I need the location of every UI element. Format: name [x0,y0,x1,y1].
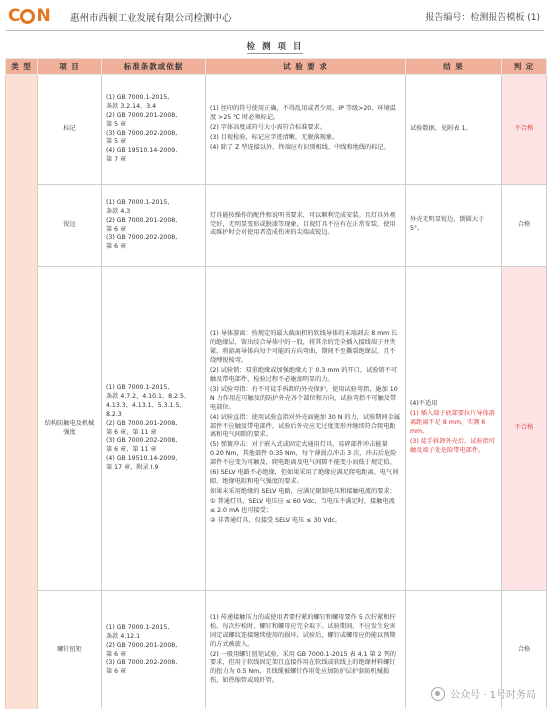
test-requirement-line: (3) 目视检验，标记应字迹清晰，无脱落现象。 [210,133,339,141]
standard-clause-line: 条款 4.3 [106,207,131,215]
test-result-line: 试验数据，见附表 1。 [410,124,472,132]
test-result [406,75,502,185]
test-requirement-line: (3) 试验弯指：有不可徒手拆卸的外壳保护，使用试验弯指，施加 10 N 力作用在可触及的防护外壳各个部位和方向，试验弯指不可触及带电部位。 [210,385,398,411]
item-name: 螺钉扭矩 [38,591,102,709]
test-requirement-line: (5) 弹簧冲击：对于嵌入式或固定式通用灯具，易碎部件冲击能量 0.20 Nm，其他部件 0.35 Nm，每个薄弱点冲击 3 次，冲击后危险部件不应变为可触及，爬电距离及电气间隙不能变小而低于规定值。 [210,441,397,467]
standard-clause-line: 第 6 章 [106,225,127,233]
test-result-line: 外壳无明显锐边，倒圆大于5°。 [410,216,485,232]
test-result-line: (1) 插入端子底部要拉片导体游离距离不足 8 mm，实测 6 mm。 [410,410,495,435]
test-requirement [206,591,406,709]
test-requirement-line: (1) 丝印的符号使用正确，不得乱用或者少用，IP 等级>20，环境温度 >25 ℃ 时必须标记。 [210,105,396,122]
item-name: 锐边 [38,185,102,267]
test-result [406,267,502,591]
verdict-badge: 不合格 [502,267,547,591]
logo-letter-n: N [36,6,50,26]
table-row [6,267,547,591]
col-header-result: 结 果 [406,59,502,75]
standard-clause-line: (3) GB 7000.202-2008, [106,437,178,445]
standard-clause-line: (3) GB 7000.202-2008, [106,659,178,667]
test-requirement-line: (6) SELV 电路不必绝缘，但如果采用了绝缘应满足爬电距离、电气间隙、绝缘电阻和电气强度的要求。 [210,469,399,486]
test-items-table [5,58,547,709]
test-requirement-line: (2) 一般用螺钉扭矩试验，采用 GB 7000.1-2015 表 4.1 第 2 列的要求，但用于软线固定架且直接作用在软线或软线上的绝缘材料螺钉的扭力为 0.5 Nm，且线缆被螺钉作用处应加防护层护套防机械损伤，如热缩管或玻纤管。 [210,650,396,685]
test-requirement-line: ① 普通灯具，SELV 电压应 ≤ 60 Vdc，当电压不满足时，接触电流 ≤ 2.0 mA 也可接受； [210,498,395,515]
watermark [431,686,536,701]
logo-letter-c: C [8,6,20,26]
wechat-icon [431,687,445,701]
col-header-requirement: 试 验 要 求 [206,59,406,75]
test-requirement-line: 灯具能按操作的配件和说明书要求，可以顺利完成安装。且灯具外观完好，无明显变形或脱漆等现象。目视灯具不应有在正常安装、使用或维护时会对使用者造成伤害的尖端或锐边。 [210,211,396,237]
logo-ring [20,9,35,24]
test-result [406,185,502,267]
standard-clause-line: 第 6 章 [106,243,127,251]
col-header-verdict: 判 定 [502,59,547,75]
standard-clause-line: 第 17 章，附录 I.9 [106,464,159,472]
verdict-badge: 不合格 [502,75,547,185]
standard-clause-line: (1) GB 7000.1-2015, [106,383,170,391]
standard-clause-line: 条款 3.2.14，3.4 [106,102,157,110]
type-cell [6,75,38,709]
test-requirement-line: (2) 字体高度或符号大小需符合标准要求。 [210,124,326,131]
standard-clause-line: (1) GB 7000.1-2015, [106,623,170,631]
standard-clause [102,267,206,591]
test-requirement-line: (1) 传递接触压力的或使用者要拧紧的螺钉和螺母要作 5 次拧紧和拧松。每次拧松时，螺钉和螺母应完全取下。试验期间，不应发生危害固定或螺纹连接继续使用的损坏，试验后，螺钉或螺母应仍能以预期的方式被旋入。 [210,613,396,648]
test-requirement-line: ② 非普通灯具，仅接受 SELV 电压 ≤ 30 Vdc。 [210,517,342,525]
test-requirement [206,267,406,591]
test-requirement-line: (4) 除了 Z 型连接以外，终端应有识别相线、中线和地线的标记。 [210,143,390,151]
standard-clause-line: (4) GB 19510.14-2009, [106,455,178,463]
standard-clause-line: (2) GB 7000.201-2008, [106,641,178,649]
col-header-standard: 标准条款或依据 [102,59,206,75]
test-requirement [206,185,406,267]
item-name: 结构防触电及机械强度 [38,267,102,591]
standard-clause-line: (4) GB 19510.14-2009, [106,147,178,155]
company-logo [8,7,62,25]
standard-clause-line: 条款 4.12.1 [106,632,141,640]
standard-clause-line: 第 6 章 [106,650,127,658]
test-requirement-line: (1) 导体游离：按规定的最大截面积的软线导体的未端剥去 8 mm 长的绝缘层，留出绞合导体中的一股，将其余的完全插入接线端子并夹紧，将游离导体向每个可能的方向弯曲，期间不至撕裂绝缘层，且不绕缚锐棱弯。 [210,329,398,364]
standard-clause-line: 第 7 章 [106,156,127,164]
test-requirement [206,75,406,185]
standard-clause-line: (1) GB 7000.1-2015, [106,198,170,206]
verdict-badge: 合格 [502,185,547,267]
standard-clause [102,591,206,709]
standard-clause-line: (2) GB 7000.201-2008, [106,111,178,119]
standard-clause-line: 第 5 章 [106,120,127,128]
standard-clause-line: (2) GB 7000.201-2008, [106,216,178,224]
standard-clause-line: (3) GB 7000.202-2008, [106,234,178,242]
test-requirement-line: (4) 试验直指：使用试验直指对外壳面施加 30 N 的力，试验期间金属部件不应触及带电部件，试验后外壳应无过度变形并继续符合爬电距离和电气间隙的要求。 [210,413,401,439]
item-name: 标记 [38,75,102,185]
company-name: 惠州市西顿工业发展有限公司检测中心 [70,13,232,24]
standard-clause [102,185,206,267]
header-divider [6,30,544,31]
table-row [6,185,547,267]
table-row [6,75,547,185]
test-result-line: (4)不适用 [410,400,438,408]
report-number: 报告编号：检测报告模板 (1) [425,13,540,23]
report-header [0,0,550,30]
standard-clause-line: 第 6 章，第 11 章 [106,428,157,436]
col-header-type: 类 型 [6,59,38,75]
standard-clause-line: 第 6 章 [106,668,127,676]
standard-clause-line: (1) GB 7000.1-2015, [106,93,170,101]
test-requirement-line: (2) 试验销：双重绝缘或加强绝缘大于 0.3 mm 的开口，试验销不可触及带电部件，检验过程不必施加明显的力。 [210,366,398,383]
standard-clause-line: 第 6 章，第 11 章 [106,446,157,454]
test-requirement-line: 如果未采用绝缘的 SELV 电路，应满足限制电压和接触电流的要求： [210,488,396,496]
standard-clause-line: (2) GB 7000.201-2008, [106,419,178,427]
standard-clause-line: (3) GB 7000.202-2008, [106,129,178,137]
watermark-text: 公众号 · 1号时务局 [450,690,536,701]
section-title: 检 测 项 目 [246,42,304,52]
standard-clause-line: 条款 4.7.2、4.10.1、8.2.5、4.13.3、4.13.1、5.3.1.5、8.2.3 [106,392,191,418]
standard-clause-line: 第 5 章 [106,138,127,146]
table-header-row [6,59,547,75]
col-header-item: 项 目 [38,59,102,75]
verdict-badge: 合格 [502,591,547,709]
standard-clause [102,75,206,185]
test-result-line: (3) 徒手拆卸外壳后，试验指可触及端子处危险带电部件。 [410,437,495,454]
